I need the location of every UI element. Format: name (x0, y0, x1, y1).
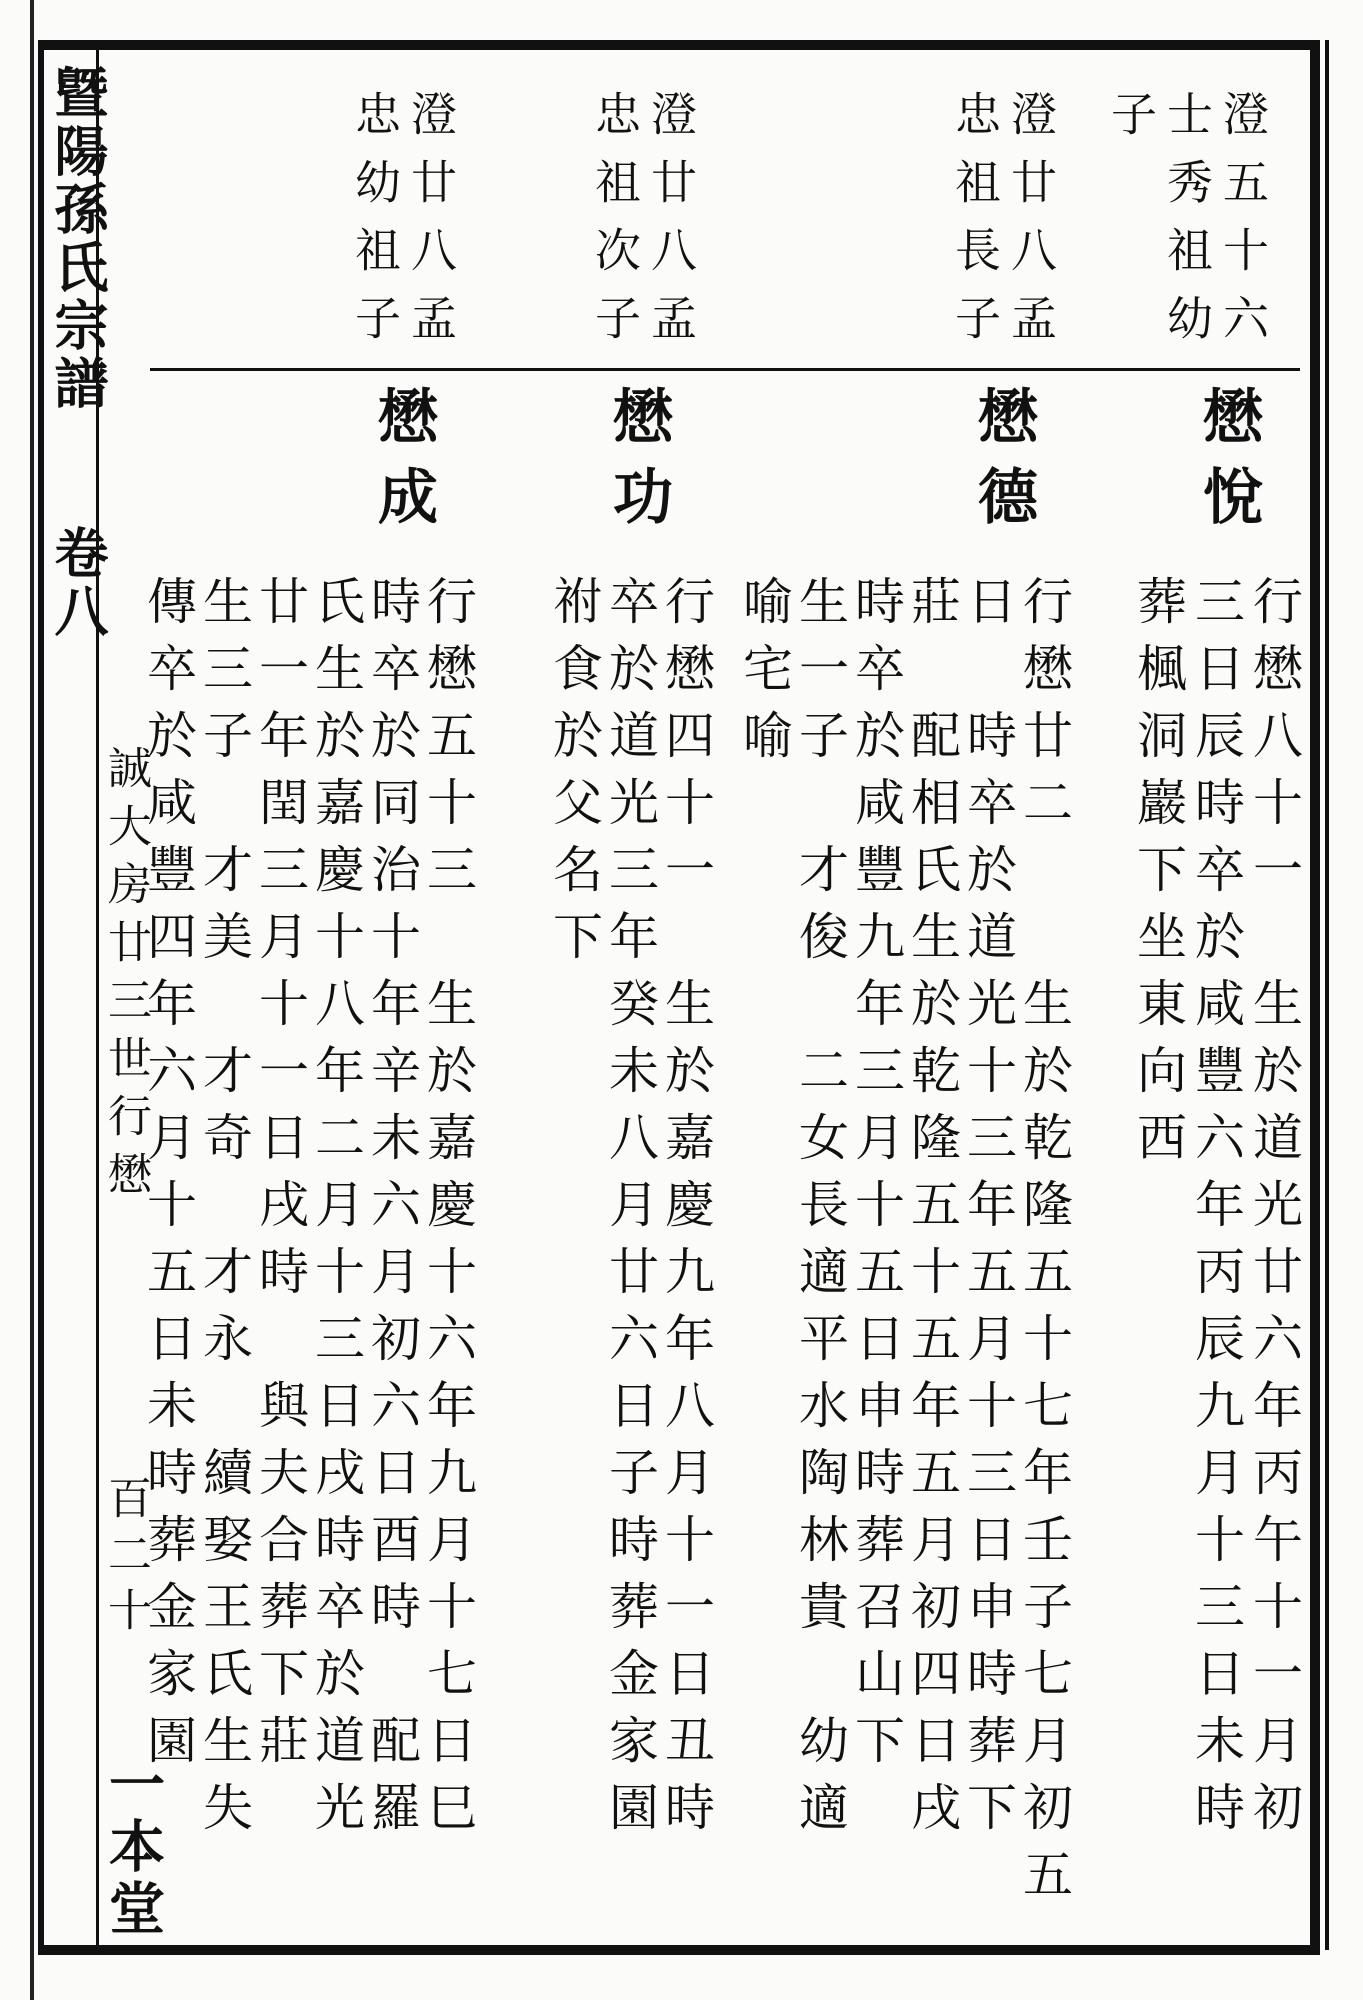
header-line: 士秀祖幼 (1160, 90, 1214, 362)
person-name: 懋悅 (1193, 385, 1263, 545)
person-name: 懋成 (368, 385, 438, 545)
header-line: 忠祖次子 (588, 90, 642, 362)
header-line: 澄廿八孟 (1004, 90, 1058, 362)
header-line: 子 (1104, 90, 1158, 158)
header-line: 忠幼祖子 (348, 90, 402, 362)
header-line: 澄五十六 (1216, 90, 1270, 362)
page-edge (30, 0, 34, 2000)
person-text-line: 三日辰時卒於咸豐六年丙辰九月十三日未時 (1187, 575, 1245, 1848)
person-text-line: 生一子 才俊 二女長適平水陶林貴 幼適 (791, 575, 849, 1848)
person-text-line: 氏生於嘉慶十八年二月十三日戌時卒於道光 (307, 575, 365, 1848)
person-text-line: 行懋廿二 生於乾隆五十七年壬子七月初五 (1015, 575, 1073, 1915)
header-divider (150, 368, 1300, 371)
person-text-line: 日 時卒於道光十三年五月十三日申時葬下 (959, 575, 1017, 1848)
branch-label: 誠大房廿三世行懋 (100, 745, 151, 1209)
person-text-line: 喻宅喻 (735, 575, 793, 776)
book-title: 曁陽孫氏宗譜 (46, 65, 110, 413)
header-line: 忠祖長子 (948, 90, 1002, 362)
margin-column (38, 55, 166, 1945)
hall-name: 一本堂 (100, 1755, 166, 1941)
person-text-line: 行懋八十一 生於道光廿六年丙午十一月初 (1245, 575, 1303, 1848)
person-text-line: 時卒於同治十年辛未六月初六日酉時 配羅 (363, 575, 421, 1848)
person-text-line: 時卒於咸豐九年三月十五日申時葬召山下 (847, 575, 905, 1781)
frame-right-rule (1325, 40, 1329, 1950)
page-number: 百二十 (100, 1475, 151, 1643)
volume-label: 卷八 (46, 525, 110, 641)
header-line: 澄廿八孟 (644, 90, 698, 362)
person-name: 懋功 (603, 385, 673, 545)
person-text-line: 生三子 才美 才奇 才永 續娶王氏生失 (195, 575, 253, 1848)
person-text-line: 祔食於父名下 (545, 575, 603, 977)
person-name: 懋德 (968, 385, 1038, 545)
person-text-line: 廿一年閏三月十一日戌時 與夫合葬下莊 (251, 575, 309, 1781)
person-text-line: 行懋五十三 生於嘉慶十六年九月十七日巳 (419, 575, 477, 1848)
header-line: 澄廿八孟 (404, 90, 458, 362)
person-text-line: 行懋四十一 生於嘉慶九年八月十一日丑時 (657, 575, 715, 1848)
person-text-line: 傳卒於咸豐四年六月十五日未時葬金家園 (139, 575, 197, 1781)
person-text-line: 葬楓洞巖下坐東向西 (1129, 575, 1187, 1178)
person-text-line: 卒於道光三年癸未八月廿六日子時葬金家園 (601, 575, 659, 1848)
person-text-line: 莊 配相氏生於乾隆五十五年五月初四日戌 (903, 575, 961, 1848)
